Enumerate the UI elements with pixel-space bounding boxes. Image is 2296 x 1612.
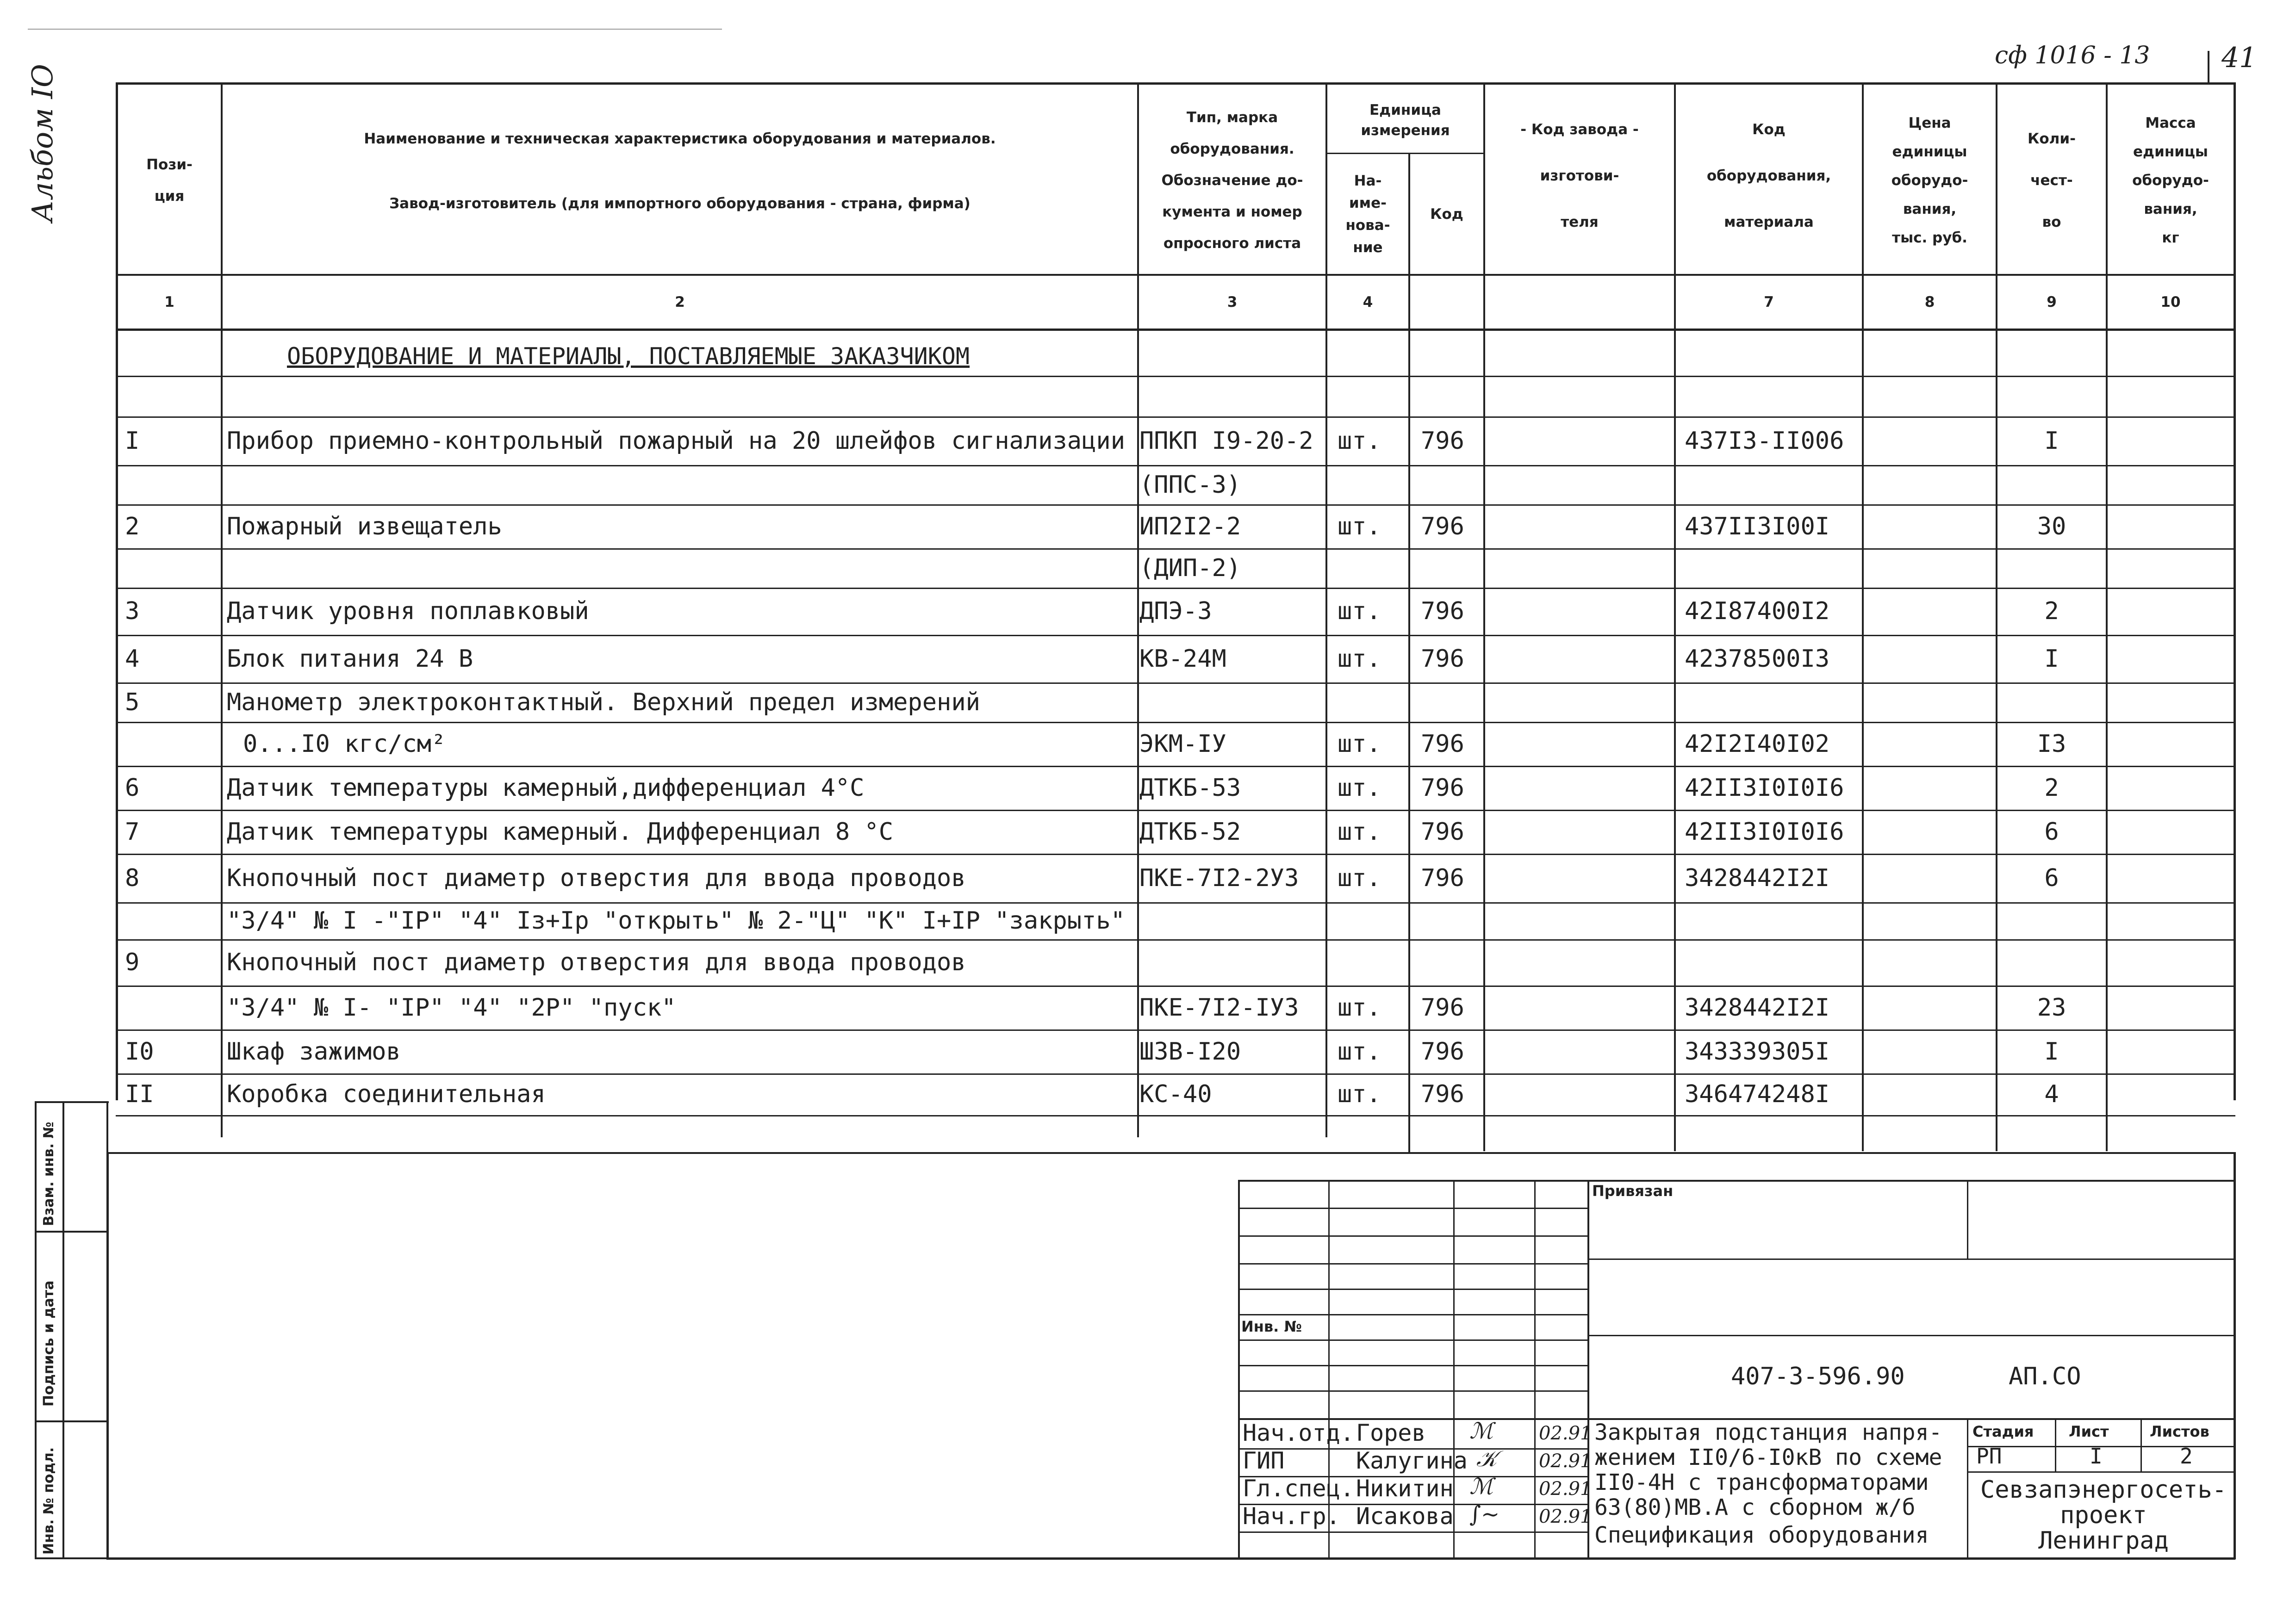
row-qty — [1997, 682, 2106, 722]
header-equip-code: Код оборудования, материала — [1706, 121, 1831, 230]
row-unit: шт. — [1338, 730, 1381, 758]
row-qty: I — [2044, 427, 2059, 455]
header-factory-code: - Код завода - изготови- теля — [1520, 121, 1639, 230]
row-equip-code: 42378500I3 — [1685, 645, 1830, 673]
row-qty: 2 — [2044, 774, 2059, 802]
row-name: Шкаф зажимов — [227, 1037, 401, 1066]
signer-role: Нач.отд. — [1243, 1420, 1354, 1446]
row-type — [1139, 902, 1325, 939]
row-equip-code: 42II3I0I0I6 — [1685, 774, 1844, 802]
row-unit — [1338, 682, 1407, 722]
row-pos: I — [125, 427, 140, 455]
col-number: 2 — [675, 294, 685, 310]
row-name — [227, 465, 1136, 504]
row-unit-code: 796 — [1421, 597, 1464, 625]
signature: 𝒦 — [1476, 1446, 1497, 1472]
header-mass: Масса единицы оборудо- вания, кг — [2132, 115, 2209, 246]
row-qty — [1997, 902, 2106, 939]
org-line: Ленинград — [2038, 1527, 2169, 1555]
signer-date: 02.91 — [1539, 1451, 1592, 1472]
row-equip-code: 346474248I — [1685, 1080, 1830, 1108]
row-unit: шт. — [1338, 818, 1381, 846]
header-name-line2: Завод-изготовитель (для импортного оборудования - страна, фирма) — [389, 195, 971, 212]
row-unit — [1338, 939, 1407, 986]
row-pos: 9 — [125, 949, 140, 976]
stamp-inv-podl: Инв. № подл. — [41, 1447, 57, 1555]
row-qty: 2 — [2044, 597, 2059, 625]
row-equip-code: 437II3I00I — [1685, 512, 1830, 540]
row-type: ДПЭ-3 — [1139, 597, 1212, 625]
row-equip-code — [1685, 465, 1860, 504]
row-unit-code: 796 — [1421, 730, 1464, 758]
row-name: "3/4" № I- "IР" "4" "2Р" "пуск" — [227, 993, 676, 1022]
row-unit-code: 796 — [1421, 1080, 1464, 1108]
row-unit: шт. — [1338, 597, 1381, 625]
row-unit-code — [1421, 465, 1481, 504]
header-price: Цена единицы оборудо- вания, тыс. руб. — [1891, 115, 1968, 246]
row-equip-code — [1685, 682, 1860, 722]
row-pos: 8 — [125, 864, 140, 892]
album-label: Альбом IО — [25, 64, 59, 222]
header-type: Тип, марка оборудования. Обозначение до- кумента и номер опросного листа — [1161, 109, 1303, 252]
row-qty: 23 — [2037, 993, 2066, 1022]
header-unit: Единица измерения — [1361, 102, 1450, 139]
sheet-label: Лист — [2069, 1423, 2109, 1440]
col-number: 1 — [164, 294, 174, 310]
doc-code: 407-3-596.90 — [1731, 1363, 1905, 1390]
row-type: ДТКБ-53 — [1139, 774, 1241, 802]
row-unit-code: 796 — [1421, 1037, 1464, 1066]
row-qty: I — [2044, 645, 2059, 673]
row-qty: I — [2044, 1037, 2059, 1066]
stage-value: РП — [1976, 1444, 2002, 1469]
top-reference: сф 1016 - 13 — [1995, 42, 2150, 69]
description-line: жением II0/6-I0кВ по схеме — [1594, 1445, 1942, 1470]
row-unit: шт. — [1338, 645, 1381, 673]
row-unit-code: 796 — [1421, 645, 1464, 673]
org-line: Севзапэнергосеть- — [1980, 1476, 2227, 1504]
signer-date: 02.91 — [1539, 1478, 1592, 1500]
col-number: 3 — [1227, 294, 1238, 310]
row-qty — [1997, 465, 2106, 504]
row-pos — [125, 465, 218, 504]
row-type: ППКП I9-20-2 — [1139, 427, 1313, 455]
row-unit: шт. — [1338, 993, 1381, 1022]
row-unit: шт. — [1338, 1080, 1381, 1108]
signer-name: Исакова — [1356, 1503, 1454, 1530]
row-unit-code: 796 — [1421, 512, 1464, 540]
row-type: ИП2I2-2 — [1139, 512, 1241, 540]
row-pos — [125, 722, 218, 766]
row-unit: шт. — [1338, 1037, 1381, 1066]
signer-name: Калугина — [1356, 1447, 1468, 1474]
row-qty: 4 — [2044, 1080, 2059, 1108]
row-equip-code: 343339305I — [1685, 1037, 1830, 1066]
page-number: 41 — [2221, 42, 2257, 74]
header-unit-name: На- име- нова- ние — [1345, 172, 1390, 256]
sheets-label: Листов — [2150, 1423, 2209, 1440]
row-unit — [1338, 465, 1407, 504]
section-title: ОБОРУДОВАНИЕ И МАТЕРИАЛЫ, ПОСТАВЛЯЕМЫЕ ЗАКАЗЧИКОМ — [287, 343, 970, 370]
stage-label: Стадия — [1972, 1423, 2034, 1440]
row-pos: I0 — [125, 1037, 154, 1066]
row-pos: 5 — [125, 688, 140, 716]
sheets-value: 2 — [2180, 1444, 2193, 1469]
signer-role: ГИП — [1243, 1447, 1285, 1474]
description-line: 63(80)МВ.А с сборном ж/б — [1594, 1494, 1916, 1520]
header-unit-code: Код — [1430, 205, 1463, 223]
header-pos: Пози- ция — [146, 156, 193, 205]
row-unit: шт. — [1338, 774, 1381, 802]
row-unit-code — [1421, 902, 1481, 939]
row-pos: 7 — [125, 818, 140, 846]
col-number: 9 — [2047, 294, 2057, 310]
row-name: Манометр электроконтактный. Верхний предел измерений — [227, 688, 980, 716]
signer-date: 02.91 — [1539, 1423, 1592, 1444]
signer-role: Гл.спец. — [1243, 1475, 1354, 1502]
row-name: Датчик уровня поплавковый — [227, 597, 589, 625]
header-qty: Коли- чест- во — [2028, 130, 2076, 230]
description-line: II0-4Н с трансформаторами — [1594, 1469, 1929, 1495]
row-type: ШЗВ-I20 — [1139, 1037, 1241, 1066]
org-line: проект — [2060, 1501, 2147, 1529]
row-unit-code: 796 — [1421, 818, 1464, 846]
description-line: Спецификация оборудования — [1594, 1522, 1929, 1548]
row-qty — [1997, 548, 2106, 588]
row-type: ПКЕ-7I2-IУ3 — [1139, 993, 1299, 1022]
col-number: 10 — [2160, 294, 2181, 310]
row-equip-code — [1685, 939, 1860, 986]
row-name: Прибор приемно-контрольный пожарный на 20 шлейфов сигнализации — [227, 427, 1126, 455]
row-unit: шт. — [1338, 512, 1381, 540]
row-name: Датчик температуры камерный. Дифференциал 8 °С — [227, 818, 894, 846]
signature: ℳ — [1469, 1474, 1493, 1500]
header-name-line1: Наименование и техническая характеристика оборудования и материалов. — [364, 130, 996, 147]
row-type — [1139, 682, 1325, 722]
row-name: Датчик температуры камерный,дифференциал 4°С — [227, 774, 865, 802]
row-pos: II — [125, 1080, 154, 1108]
signature: ℳ — [1469, 1418, 1493, 1444]
signature: ∫∼ — [1469, 1501, 1500, 1527]
col-number: 4 — [1363, 294, 1373, 310]
row-unit-code: 796 — [1421, 427, 1464, 455]
row-pos — [125, 548, 218, 588]
row-name: Блок питания 24 В — [227, 645, 473, 673]
row-pos: 3 — [125, 597, 140, 625]
row-name: "3/4" № I -"IР" "4" Iз+Iр "открыть" № 2-"Ц" "К" I+IР "закрыть" — [227, 907, 1126, 935]
row-type: ПКЕ-7I2-2У3 — [1139, 864, 1299, 892]
row-type — [1139, 939, 1325, 986]
row-qty: 6 — [2044, 864, 2059, 892]
description-line: Закрытая подстанция напря- — [1594, 1420, 1942, 1445]
row-unit-code: 796 — [1421, 774, 1464, 802]
row-name — [227, 548, 1136, 588]
row-type: (ДИП-2) — [1139, 554, 1241, 582]
row-unit-code — [1421, 548, 1481, 588]
stamp-podpis: Подпись и дата — [41, 1280, 57, 1407]
row-equip-code: 3428442I2I — [1685, 993, 1830, 1022]
row-qty: 6 — [2044, 818, 2059, 846]
col-number: 7 — [1764, 294, 1774, 310]
row-unit: шт. — [1338, 427, 1381, 455]
row-pos: 6 — [125, 774, 140, 802]
row-unit — [1338, 902, 1407, 939]
row-name: Пожарный извещатель — [227, 512, 502, 540]
row-name: Кнопочный пост диаметр отверстия для ввода проводов — [227, 949, 966, 976]
doc-mark: АП.СО — [2009, 1363, 2081, 1390]
row-unit-code — [1421, 682, 1481, 722]
signer-name: Горев — [1356, 1420, 1426, 1446]
stamp-vzam: Взам. инв. № — [41, 1122, 57, 1226]
row-equip-code: 42I2I40I02 — [1685, 730, 1830, 758]
col-number: 8 — [1924, 294, 1935, 310]
row-equip-code: 3428442I2I — [1685, 864, 1830, 892]
row-pos: 4 — [125, 645, 140, 673]
signer-date: 02.91 — [1539, 1506, 1592, 1527]
signer-name: Никитин — [1356, 1475, 1454, 1502]
row-unit — [1338, 548, 1407, 588]
row-pos: 2 — [125, 512, 140, 540]
row-unit-code: 796 — [1421, 993, 1464, 1022]
row-name: Коробка соединительная — [227, 1080, 546, 1108]
row-name: 0...I0 кгс/см² — [243, 730, 446, 758]
signer-role: Нач.гр. — [1243, 1503, 1340, 1530]
row-equip-code: 437I3-II006 — [1685, 427, 1844, 455]
row-unit: шт. — [1338, 864, 1381, 892]
row-unit-code — [1421, 939, 1481, 986]
privyazan-label: Привязан — [1592, 1182, 1674, 1200]
row-equip-code — [1685, 548, 1860, 588]
row-qty — [1997, 939, 2106, 986]
row-type: (ППС-3) — [1139, 471, 1241, 499]
inv-no-label: Инв. № — [1241, 1318, 1302, 1335]
row-name: Кнопочный пост диаметр отверстия для ввода проводов — [227, 864, 966, 892]
row-unit-code: 796 — [1421, 864, 1464, 892]
row-equip-code: 42I87400I2 — [1685, 597, 1830, 625]
row-type: ЭКМ-IУ — [1139, 730, 1226, 758]
sheet-value: I — [2090, 1444, 2103, 1469]
row-equip-code: 42II3I0I0I6 — [1685, 818, 1844, 846]
row-type: КВ-24М — [1139, 645, 1226, 673]
row-pos — [125, 986, 218, 1029]
row-type: КС-40 — [1139, 1080, 1212, 1108]
row-pos — [125, 902, 218, 939]
row-qty: 30 — [2037, 512, 2066, 540]
row-qty: I3 — [2037, 730, 2066, 758]
row-type: ДТКБ-52 — [1139, 818, 1241, 846]
row-equip-code — [1685, 902, 1860, 939]
